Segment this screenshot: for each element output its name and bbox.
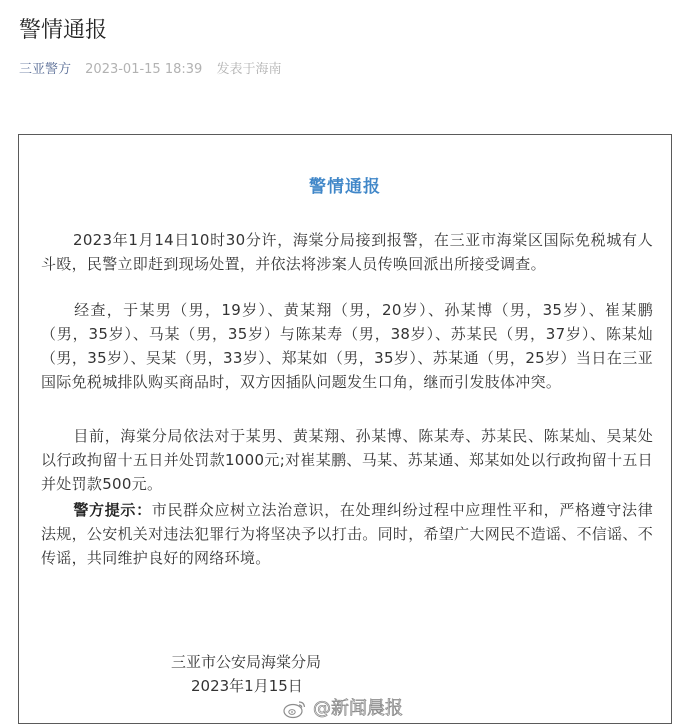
notice-image — [18, 134, 672, 724]
publish-location: 发表于海南 — [216, 62, 282, 77]
publish-time: 2023-01-15 18:39 — [85, 62, 203, 77]
notice-paragraph-1-text: 2023年1月14日10时30分许，海棠分局接到报警，在三亚市海棠区国际免税城有人斗殴，民警立即赶到现场处置，并依法将涉案人员传唤回派出所接受调查。 — [41, 231, 653, 273]
notice-paragraph-2 — [41, 298, 653, 394]
notice-title: 警情通报 — [309, 177, 381, 197]
weibo-icon — [283, 699, 307, 719]
signature-unit: 三亚市公安局海棠分局 — [171, 653, 322, 671]
account-link[interactable]: 三亚警方 — [19, 62, 72, 77]
notice-paragraph-2-text: 经查，于某男（男，19岁）、黄某翔（男，20岁）、孙某博（男，35岁）、崔某鹏（男，35岁）、马某（男，35岁）与陈某寿（男，38岁）、苏某民（男，37岁）、陈某灿（男，35岁）、吴某（男，33岁）、郑某如（男，35岁）、苏某通（男，25岁）当日在三亚国际免税城排队购买商品时，双方因插队问题发生口角，继而引发肢体冲突。 — [41, 301, 653, 391]
watermark — [283, 697, 403, 721]
notice-paragraph-3 — [41, 424, 653, 496]
notice-paragraph-3-text: 目前，海棠分局依法对于某男、黄某翔、孙某博、陈某寿、苏某民、陈某灿、吴某处以行政拘留十五日并处罚款1000元;对崔某鹏、马某、苏某通、郑某如处以行政拘留十五日并处罚款500元。 — [41, 427, 653, 493]
warning-text: 市民群众应树立法治意识，在处理纠纷过程中应理性平和，严格遵守法律法规，公安机关对违法犯罪行为将坚决予以打击。同时，希望广大网民不造谣、不信谣、不传谣，共同维护良好的网络环境。 — [41, 501, 654, 567]
article-title: 警情通报 — [19, 18, 108, 43]
notice-warning — [41, 498, 653, 570]
signature-date: 2023年1月15日 — [191, 677, 303, 695]
watermark-text: @新闻晨报 — [313, 698, 403, 719]
notice-paragraph-1 — [41, 228, 653, 276]
article-meta — [19, 60, 281, 80]
warning-lead: 警方提示： — [73, 501, 152, 519]
